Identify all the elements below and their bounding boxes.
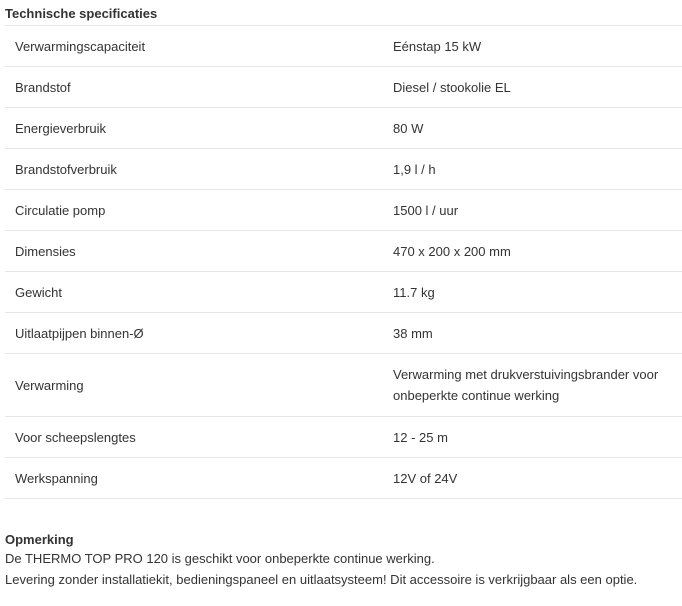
table-row <box>5 149 682 190</box>
table-row <box>5 231 682 272</box>
spec-value: 12V of 24V <box>393 458 682 499</box>
table-row <box>5 313 682 354</box>
spec-value: 470 x 200 x 200 mm <box>393 231 682 272</box>
table-row <box>5 108 682 149</box>
spec-label: Circulatie pomp <box>5 190 393 231</box>
spec-label: Verwarming <box>5 354 393 417</box>
spec-value-line: onbeperkte continue werking <box>393 388 560 403</box>
spec-value-line: Verwarming met drukverstuivingsbrander voor <box>393 367 659 382</box>
remark-line: Levering zonder installatiekit, bedieningspaneel en uitlaatsysteem! Dit accessoire is verkrijgbaar als een optie. <box>5 572 638 587</box>
spec-value <box>393 354 682 417</box>
section-title: Technische specificaties <box>5 6 158 21</box>
table-row <box>5 67 682 108</box>
table-row <box>5 417 682 458</box>
spec-label: Dimensies <box>5 231 393 272</box>
table-row <box>5 26 682 67</box>
table-row <box>5 354 682 417</box>
table-row <box>5 190 682 231</box>
spec-value: Diesel / stookolie EL <box>393 67 682 108</box>
table-row <box>5 272 682 313</box>
spec-label: Brandstofverbruik <box>5 149 393 190</box>
specifications-table <box>5 25 682 499</box>
spec-label: Energieverbruik <box>5 108 393 149</box>
spec-value: 12 - 25 m <box>393 417 682 458</box>
spec-label: Voor scheepslengtes <box>5 417 393 458</box>
spec-value: 1,9 l / h <box>393 149 682 190</box>
remark-title: Opmerking <box>5 532 74 547</box>
spec-value: 80 W <box>393 108 682 149</box>
remark-section <box>5 531 675 590</box>
table-row <box>5 458 682 499</box>
spec-value: 11.7 kg <box>393 272 682 313</box>
spec-value: 38 mm <box>393 313 682 354</box>
spec-value: 1500 l / uur <box>393 190 682 231</box>
spec-value: Eénstap 15 kW <box>393 26 682 67</box>
spec-label: Uitlaatpijpen binnen-Ø <box>5 313 393 354</box>
spec-label: Werkspanning <box>5 458 393 499</box>
remark-line: De THERMO TOP PRO 120 is geschikt voor onbeperkte continue werking. <box>5 551 435 566</box>
spec-label: Gewicht <box>5 272 393 313</box>
spec-label: Brandstof <box>5 67 393 108</box>
spec-label: Verwarmingscapaciteit <box>5 26 393 67</box>
